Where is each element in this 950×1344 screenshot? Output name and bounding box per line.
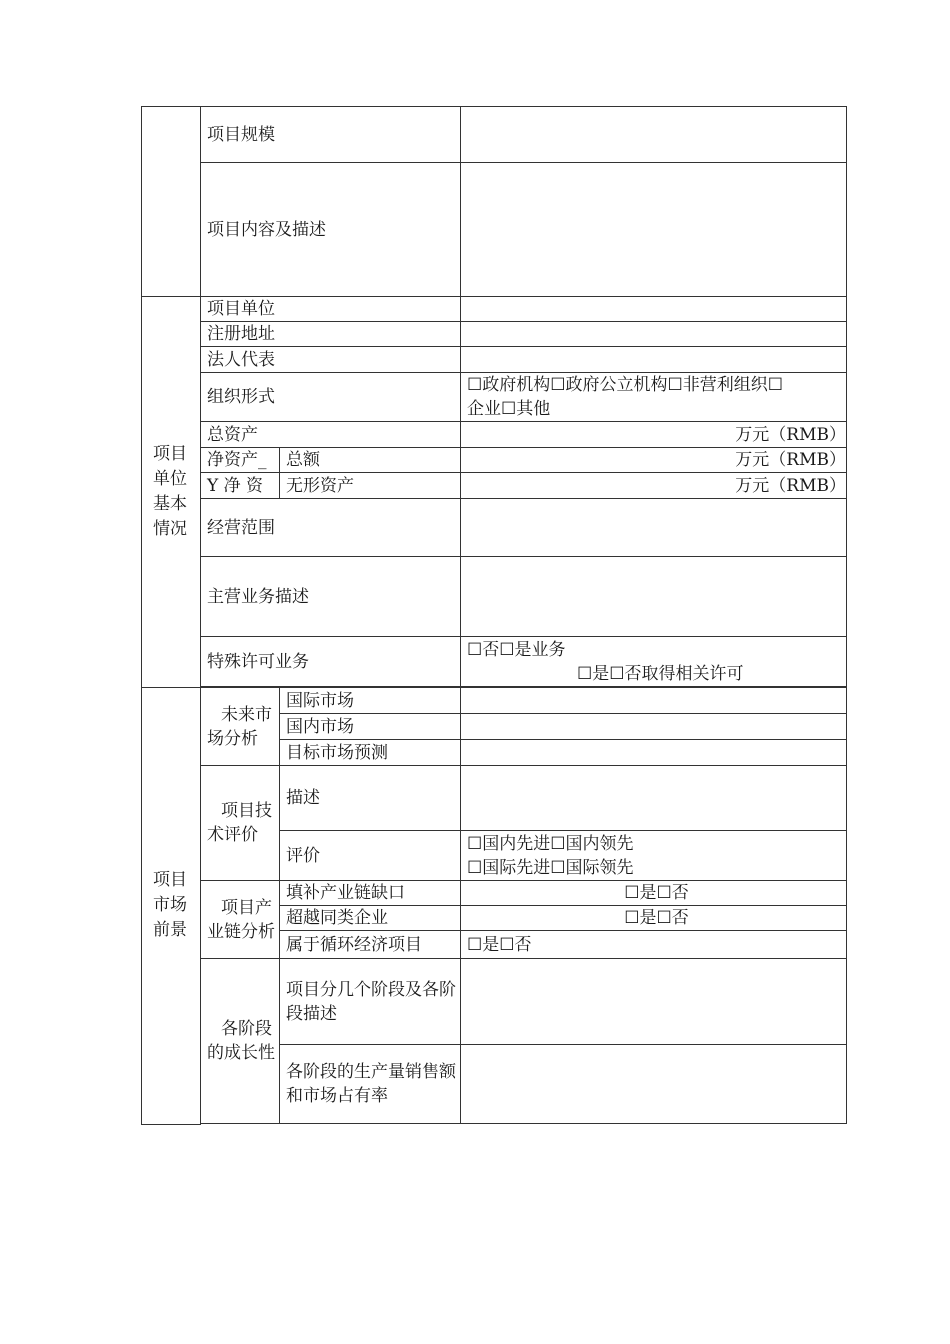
label-project-scale: 项目规模 bbox=[201, 107, 461, 163]
input-main-business[interactable] bbox=[461, 557, 847, 637]
total-assets-unit[interactable]: 万元（RMB） bbox=[461, 422, 847, 448]
label-target-forecast: 目标市场预测 bbox=[280, 740, 461, 766]
input-stages-desc[interactable] bbox=[461, 959, 847, 1045]
label-business-scope: 经营范围 bbox=[201, 499, 461, 557]
label-describe: 描述 bbox=[280, 766, 461, 831]
label-main-business: 主营业务描述 bbox=[201, 557, 461, 637]
label-tech-eval: 项目技术评价 bbox=[201, 766, 280, 881]
special-license-opt1[interactable]: ☐否☐是业务 bbox=[467, 639, 566, 660]
label-stages-desc: 项目分几个阶段及各阶段描述 bbox=[280, 959, 461, 1045]
label-domestic-market: 国内市场 bbox=[280, 714, 461, 740]
tech-eval-opt1[interactable]: ☐国内先进☐国内领先 bbox=[467, 833, 634, 854]
org-form-options-line1[interactable]: ☐政府机构☐政府公立机构☐非营利组织☐ bbox=[467, 375, 783, 395]
input-target-forecast[interactable] bbox=[461, 740, 847, 766]
blank-section-cell bbox=[142, 107, 201, 297]
tech-eval-options[interactable] bbox=[461, 831, 847, 881]
input-stages-output[interactable] bbox=[461, 1045, 847, 1124]
label-total-assets: 总资产 bbox=[201, 422, 461, 448]
label-registered-address: 注册地址 bbox=[201, 322, 461, 347]
tech-eval-opt2[interactable]: ☐国际先进☐国际领先 bbox=[467, 857, 634, 878]
net-assets-total-unit[interactable]: 万元（RMB） bbox=[461, 448, 847, 473]
circular-options[interactable]: ☐是☐否 bbox=[461, 931, 847, 959]
label-project-content: 项目内容及描述 bbox=[201, 163, 461, 297]
label-org-form: 组织形式 bbox=[201, 373, 461, 422]
label-legal-rep: 法人代表 bbox=[201, 347, 461, 373]
section-project-market: 项目市场前景 bbox=[142, 688, 201, 1125]
label-net-assets: 净资产_ bbox=[201, 448, 280, 473]
input-domestic-market[interactable] bbox=[461, 714, 847, 740]
label-chain-analysis: 项目产业链分析 bbox=[201, 881, 280, 959]
input-project-unit[interactable] bbox=[461, 297, 847, 322]
label-project-unit: 项目单位 bbox=[201, 297, 461, 322]
org-form-options-line2[interactable]: 企业☐其他 bbox=[467, 399, 551, 419]
section-project-basic: 项目单位基本情况 bbox=[142, 297, 201, 688]
special-license-options[interactable] bbox=[461, 637, 847, 687]
input-tech-describe[interactable] bbox=[461, 766, 847, 831]
fill-gap-options[interactable]: ☐是☐否 bbox=[461, 881, 847, 906]
surpass-options[interactable]: ☐是☐否 bbox=[461, 906, 847, 931]
input-project-scale[interactable] bbox=[461, 107, 847, 163]
label-stages-output: 各阶段的生产量销售额和市场占有率 bbox=[280, 1045, 461, 1124]
label-future-market: 未来市场分析 bbox=[201, 688, 280, 766]
input-business-scope[interactable] bbox=[461, 499, 847, 557]
label-fill-gap: 填补产业链缺口 bbox=[280, 881, 461, 906]
label-special-license: 特殊许可业务 bbox=[201, 637, 461, 687]
input-intl-market[interactable] bbox=[461, 688, 847, 714]
input-project-content[interactable] bbox=[461, 163, 847, 297]
label-intangible-assets: 无形资产 bbox=[280, 473, 461, 499]
intangible-assets-unit[interactable]: 万元（RMB） bbox=[461, 473, 847, 499]
spacer bbox=[201, 1124, 847, 1125]
label-growth: 各阶段的成长性 bbox=[201, 959, 280, 1124]
label-surpass: 超越同类企业 bbox=[280, 906, 461, 931]
label-net-assets-total: 总额 bbox=[280, 448, 461, 473]
project-info-table bbox=[141, 106, 847, 1125]
input-registered-address[interactable] bbox=[461, 322, 847, 347]
label-circular: 属于循环经济项目 bbox=[280, 931, 461, 959]
label-evaluate: 评价 bbox=[280, 831, 461, 881]
input-legal-rep[interactable] bbox=[461, 347, 847, 373]
label-y-net: Y 净 资 bbox=[201, 473, 280, 499]
special-license-opt2[interactable]: ☐是☐否取得相关许可 bbox=[577, 663, 744, 684]
label-intl-market: 国际市场 bbox=[280, 688, 461, 714]
org-form-options[interactable] bbox=[461, 373, 847, 422]
